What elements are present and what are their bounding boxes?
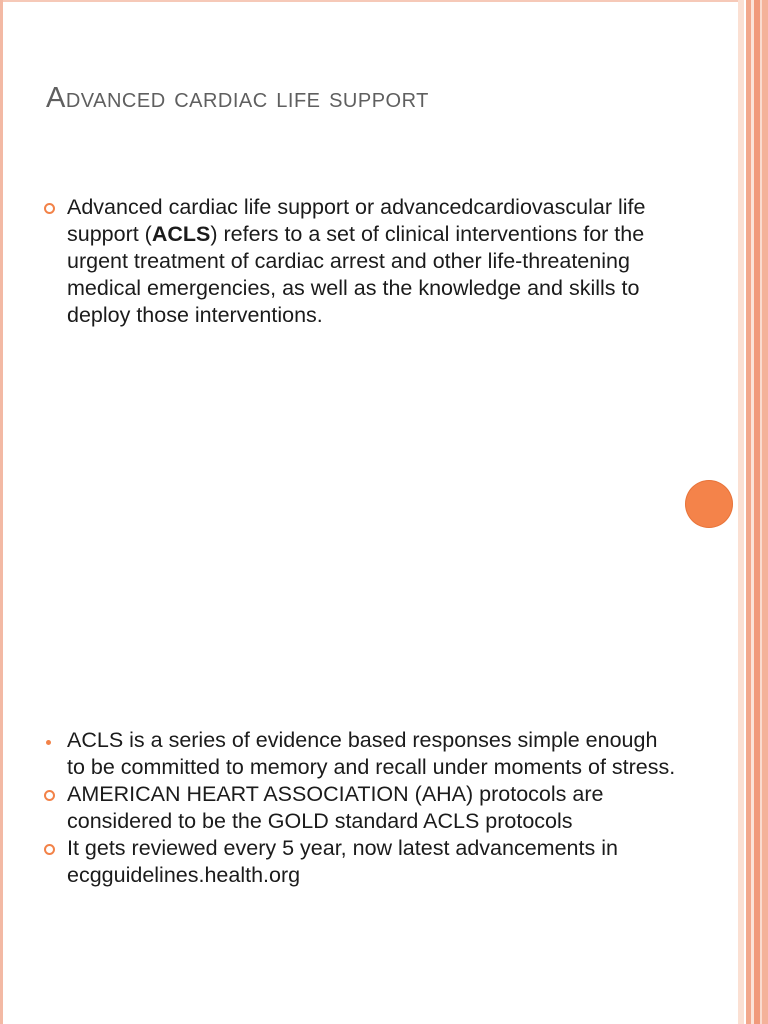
orange-circle-decoration (685, 480, 733, 528)
bullet-text: ACLS is a series of evidence based responses simple enough to be committed to memory and recall under moments of stress. (67, 728, 676, 779)
bottom-bullet-list (40, 727, 680, 889)
list-item (40, 781, 680, 835)
small-dot-bullet-icon (40, 727, 60, 754)
bullet-text: Advanced cardiac life support or advancedcardiovascular life support ( (67, 195, 646, 246)
slide-top-border (0, 0, 768, 2)
list-item (40, 727, 680, 781)
bullet-text: AMERICAN HEART ASSOCIATION (AHA) protocols are considered to be the GOLD standard ACLS protocols (67, 782, 604, 833)
slide-left-border (0, 0, 3, 1024)
ring-bullet-icon (40, 781, 60, 808)
bullet-text: It gets reviewed every 5 year, now latest advancements in ecgguidelines.health.org (67, 836, 618, 887)
top-bullet-list (40, 194, 680, 329)
list-item (40, 835, 680, 889)
decorative-stripes (738, 0, 768, 1024)
bullet-text: ) refers to a set of clinical interventions for the urgent treatment of cardiac arrest and other life-threatening medical emergencies, as well as the knowledge and skills to deploy those interventions. (67, 222, 645, 327)
bullet-bold-text: ACLS (151, 222, 211, 246)
list-item (40, 194, 680, 329)
ring-bullet-icon (40, 835, 60, 862)
slide-title: Advanced cardiac life support (46, 82, 429, 114)
ring-bullet-icon (40, 194, 60, 221)
stripe-7 (762, 0, 768, 1024)
